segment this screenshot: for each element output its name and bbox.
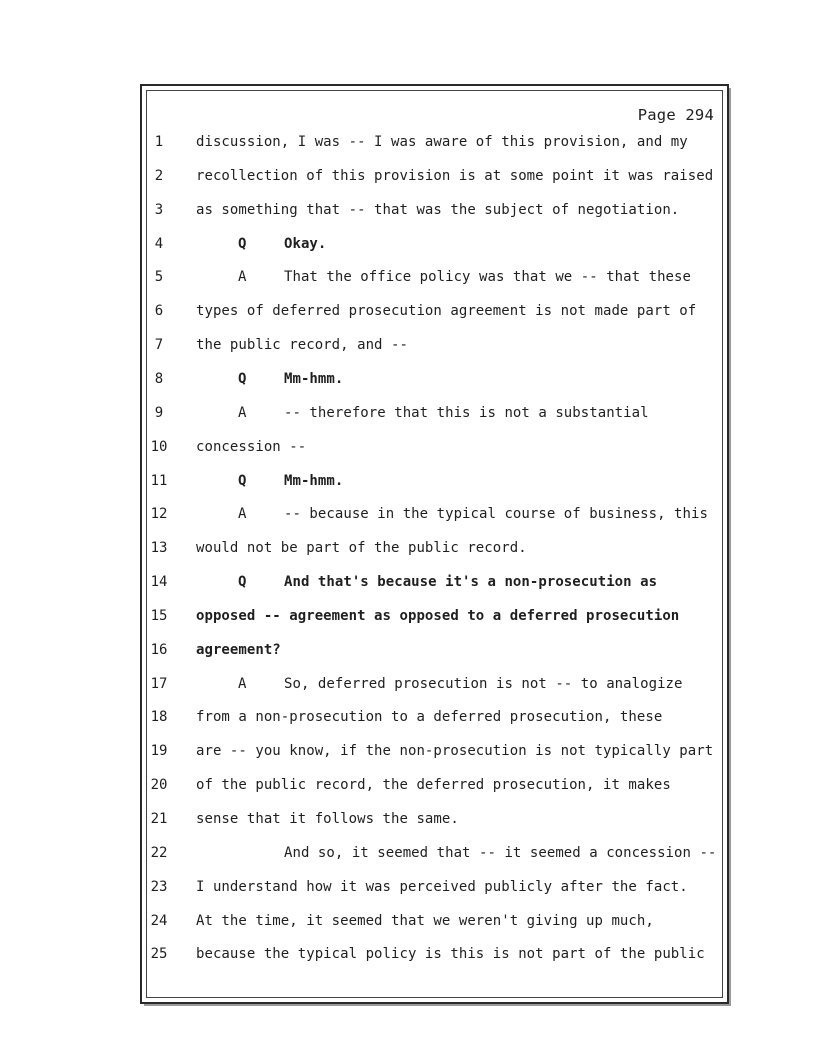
line-number: 5 bbox=[154, 269, 164, 285]
transcript-line bbox=[0, 303, 816, 325]
transcript-line bbox=[0, 642, 816, 664]
question-marker: Q bbox=[238, 473, 247, 489]
transcript-line bbox=[0, 574, 816, 596]
line-text: from a non-prosecution to a deferred prosecution, these bbox=[196, 709, 663, 725]
line-number: 8 bbox=[154, 371, 164, 387]
line-text: I understand how it was perceived publicly after the fact. bbox=[196, 879, 688, 895]
line-text: discussion, I was -- I was aware of this provision, and my bbox=[196, 134, 688, 150]
line-number: 24 bbox=[150, 913, 168, 929]
line-text: Okay. bbox=[284, 236, 327, 252]
transcript-line bbox=[0, 777, 816, 799]
line-text: Mm-hmm. bbox=[284, 371, 344, 387]
line-number: 4 bbox=[154, 236, 164, 252]
line-number: 7 bbox=[154, 337, 164, 353]
transcript-line bbox=[0, 439, 816, 461]
transcript-line bbox=[0, 337, 816, 359]
line-number: 23 bbox=[150, 879, 168, 895]
answer-marker: A bbox=[238, 506, 247, 522]
line-number: 21 bbox=[150, 811, 168, 827]
transcript-line bbox=[0, 540, 816, 562]
line-text: agreement? bbox=[196, 642, 281, 658]
transcript-line bbox=[0, 506, 816, 528]
transcript-line bbox=[0, 608, 816, 630]
question-marker: Q bbox=[238, 371, 247, 387]
transcript-line bbox=[0, 168, 816, 190]
transcript-line bbox=[0, 371, 816, 393]
line-number: 1 bbox=[154, 134, 164, 150]
line-text: recollection of this provision is at some point it was raised bbox=[196, 168, 714, 184]
transcript-line bbox=[0, 879, 816, 901]
line-text: That the office policy was that we -- that these bbox=[284, 269, 691, 285]
line-text: concession -- bbox=[196, 439, 307, 455]
line-text: are -- you know, if the non-prosecution is not typically part bbox=[196, 743, 714, 759]
line-text: types of deferred prosecution agreement is not made part of bbox=[196, 303, 697, 319]
line-number: 12 bbox=[150, 506, 168, 522]
answer-marker: A bbox=[238, 269, 247, 285]
transcript-line bbox=[0, 709, 816, 731]
line-number: 11 bbox=[150, 473, 168, 489]
line-text: And that's because it's a non-prosecution as bbox=[284, 574, 658, 590]
line-text: -- therefore that this is not a substantial bbox=[284, 405, 649, 421]
transcript-line bbox=[0, 743, 816, 765]
question-marker: Q bbox=[238, 236, 247, 252]
line-number: 10 bbox=[150, 439, 168, 455]
line-number: 3 bbox=[154, 202, 164, 218]
transcript-line bbox=[0, 405, 816, 427]
transcript-line bbox=[0, 134, 816, 156]
line-number: 2 bbox=[154, 168, 164, 184]
line-number: 18 bbox=[150, 709, 168, 725]
line-text: of the public record, the deferred prosecution, it makes bbox=[196, 777, 671, 793]
line-number: 6 bbox=[154, 303, 164, 319]
page-border-shadow-bottom bbox=[144, 1004, 731, 1006]
transcript-line bbox=[0, 913, 816, 935]
line-number: 22 bbox=[150, 845, 168, 861]
page-number: Page 294 bbox=[637, 106, 714, 124]
line-text: At the time, it seemed that we weren't giving up much, bbox=[196, 913, 654, 929]
transcript-line bbox=[0, 811, 816, 833]
line-number: 14 bbox=[150, 574, 168, 590]
transcript-line bbox=[0, 845, 816, 867]
answer-marker: A bbox=[238, 676, 247, 692]
line-number: 16 bbox=[150, 642, 168, 658]
line-text: would not be part of the public record. bbox=[196, 540, 527, 556]
line-number: 20 bbox=[150, 777, 168, 793]
line-text: sense that it follows the same. bbox=[196, 811, 459, 827]
line-number: 13 bbox=[150, 540, 168, 556]
line-number: 25 bbox=[150, 946, 168, 962]
line-text: Mm-hmm. bbox=[284, 473, 344, 489]
transcript-line bbox=[0, 946, 816, 968]
transcript-line bbox=[0, 202, 816, 224]
line-text: because the typical policy is this is not part of the public bbox=[196, 946, 705, 962]
line-number: 17 bbox=[150, 676, 168, 692]
line-text: -- because in the typical course of business, this bbox=[284, 506, 708, 522]
line-text: And so, it seemed that -- it seemed a concession -- bbox=[284, 845, 717, 861]
line-text: So, deferred prosecution is not -- to analogize bbox=[284, 676, 683, 692]
transcript-line bbox=[0, 473, 816, 495]
line-text: the public record, and -- bbox=[196, 337, 408, 353]
question-marker: Q bbox=[238, 574, 247, 590]
answer-marker: A bbox=[238, 405, 247, 421]
transcript-line bbox=[0, 676, 816, 698]
transcript-line bbox=[0, 269, 816, 291]
line-number: 9 bbox=[154, 405, 164, 421]
transcript-line bbox=[0, 236, 816, 258]
line-text: as something that -- that was the subject of negotiation. bbox=[196, 202, 680, 218]
line-text: opposed -- agreement as opposed to a deferred prosecution bbox=[196, 608, 680, 624]
line-number: 15 bbox=[150, 608, 168, 624]
line-number: 19 bbox=[150, 743, 168, 759]
